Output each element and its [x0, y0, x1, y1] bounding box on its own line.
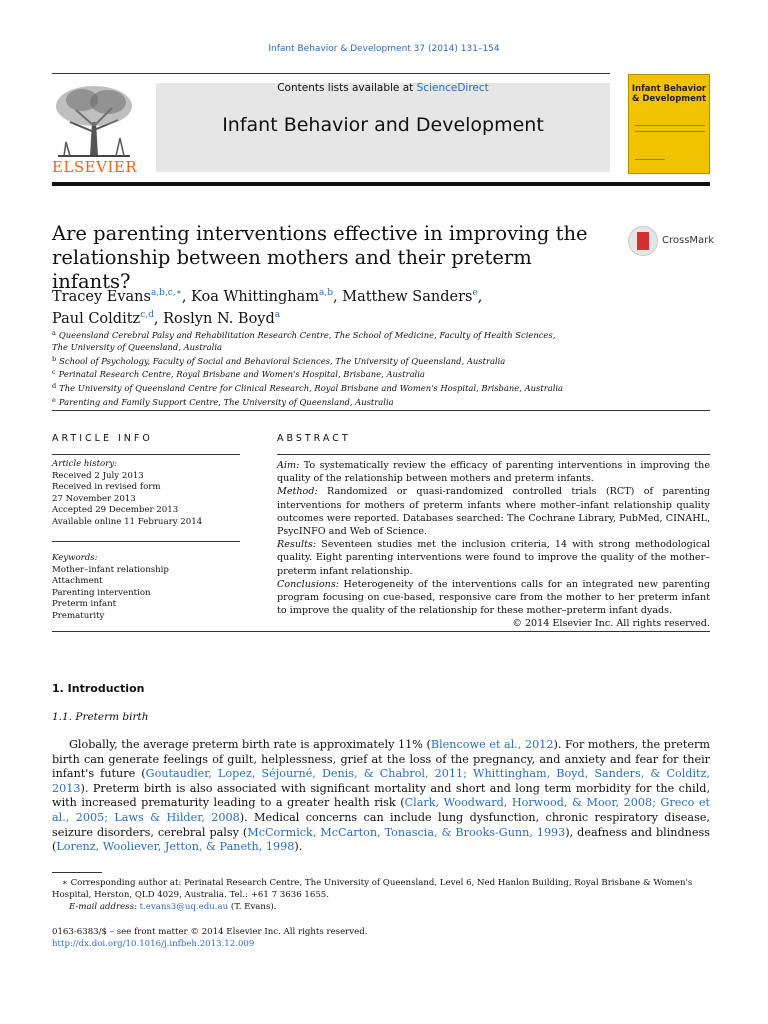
section-rule	[52, 410, 710, 411]
affiliation-text: Queensland Cerebral Palsy and Rehabilitation Research Centre, The School of Medicine, Faculty of Health Sciences,	[58, 330, 556, 340]
body-text: ). Medical concerns can include lung dysfunction, chronic respiratory disease, seizure disorders, cerebral palsy (	[52, 810, 710, 839]
header-bottom-rule	[52, 182, 710, 186]
abstract-bottom-rule	[52, 631, 710, 632]
journal-title: Infant Behavior and Development	[222, 114, 544, 136]
affiliation-line	[52, 381, 712, 395]
abstract-section-text: Randomized or quasi-randomized controlled trials (RCT) of parenting interventions for mothers of preterm infants where mother–infant relationship quality outcomes were reported. Databases searched: The Cochrane Library, PubMed, CINAHL, PsycINFO and Web of Science.	[277, 486, 710, 538]
author-separator: ,	[181, 289, 192, 305]
sciencedirect-link[interactable]: ScienceDirect	[416, 82, 489, 94]
citation-link[interactable]: Goutaudier, Lopez, Séjourné, Denis, & Chabrol, 2011; Whittingham, Boyd, Sanders, & Colditz, 2013	[52, 767, 710, 795]
author-name[interactable]: Matthew Sanders	[342, 289, 473, 305]
contents-prefix: Contents lists available at	[277, 82, 417, 94]
article-info-rule	[52, 454, 240, 455]
body-text: ), deafness and blindness (	[52, 825, 710, 854]
affiliation-line	[52, 367, 712, 381]
citation-link[interactable]: McCormick, McCarton, Tonascia, & Brooks-Gunn, 1993	[247, 825, 566, 839]
author-separator: ,	[477, 289, 483, 305]
email-line	[52, 902, 727, 912]
keyword-item[interactable]: Prematurity	[52, 610, 105, 621]
bookmark-icon	[637, 232, 649, 250]
affiliation-line	[52, 328, 712, 342]
affiliation-label: e	[52, 395, 56, 404]
crossmark-badge[interactable]	[628, 226, 715, 258]
publisher-wordmark: ELSEVIER	[52, 158, 138, 176]
contents-line	[156, 82, 610, 94]
cover-decoration	[635, 159, 665, 160]
issn-line: 0163-6383/$ – see front matter © 2014 Elsevier Inc. All rights reserved.	[52, 927, 368, 937]
affiliation-line	[52, 354, 712, 368]
history-item: 27 November 2013	[52, 493, 136, 504]
body-text: Globally, the average preterm birth rate is approximately 11% (	[69, 738, 431, 751]
article-title: Are parenting interventions effective in improving the relationship between mothers and their preterm infants?	[52, 222, 588, 293]
author-name[interactable]: Roslyn N. Boyd	[163, 311, 275, 327]
introduction-paragraph	[52, 738, 710, 855]
author-separator: ,	[333, 289, 343, 305]
issn-block	[52, 927, 367, 951]
citation-link[interactable]: Clark, Woodward, Horwood, & Moor, 2008; Greco et al., 2005; Laws & Hilder, 2008	[52, 796, 710, 824]
author-affiliation-marks[interactable]: c,d	[140, 310, 154, 320]
abstract-section-label: Method:	[277, 486, 318, 498]
body-text: ). Preterm birth is also associated with significant mortality and short and long term morbidity for the child, with increased prematurity leading to a greater health risk (	[52, 781, 710, 810]
abstract-heading: ABSTRACT	[277, 433, 351, 444]
author-name[interactable]: Tracey Evans	[52, 289, 151, 305]
author-name[interactable]: Koa Whittingham	[191, 289, 319, 305]
affiliation-text: School of Psychology, Faculty of Social and Behavioral Sciences, The University of Queensland, Australia	[59, 355, 506, 366]
abstract-section-label: Conclusions:	[277, 578, 340, 590]
abstract-section-text: Heterogeneity of the interventions calls for an integrated new parenting program focusing on cue-based, responsive care from the mother to her preterm infant to improve the quality of the relationship for these mother–preterm infant dyads.	[277, 578, 710, 617]
author-affiliation-marks[interactable]: a,b	[319, 288, 333, 298]
abstract-rule	[277, 454, 710, 455]
keyword-item[interactable]: Parenting intervention	[52, 587, 151, 598]
affiliation-text: The University of Queensland, Australia	[52, 341, 223, 352]
crossmark-label: CrossMark	[662, 235, 715, 246]
abstract-section	[277, 459, 710, 485]
abstract-section-label: Aim:	[277, 460, 300, 471]
article-info-divider	[52, 541, 240, 542]
journal-reference-link[interactable]: Infant Behavior & Development 37 (2014) 131–154	[268, 44, 500, 54]
journal-cover-thumbnail[interactable]	[628, 74, 710, 174]
affiliation-text: The University of Queensland Centre for Clinical Research, Royal Brisbane and Women's Hospital, Brisbane, Australia	[59, 383, 564, 394]
cover-decoration	[635, 131, 705, 132]
affiliation-label: a	[52, 329, 56, 337]
body-text: ). For mothers, the preterm birth can generate feelings of guilt, helplessness, grief at the loss of the pregnancy, and anxiety and fear for their infant's future (	[52, 738, 710, 781]
author-separator: ,	[153, 311, 164, 327]
abstract-section	[277, 538, 710, 578]
keyword-item[interactable]: Attachment	[52, 576, 103, 587]
footnote-rule	[52, 872, 102, 873]
keywords-heading: Keywords:	[52, 553, 98, 563]
abstract-section-text: To systematically review the efficacy of parenting interventions in improving the quality of the relationship between mothers and preterm infants.	[277, 460, 710, 485]
email-link[interactable]: t.evans3@uq.edu.au	[139, 902, 229, 912]
abstract-section-text: Seventeen studies met the inclusion criteria, 14 with strong methodological quality. Eight parenting interventions were found to improve the quality of the mother–preterm infant relationship.	[277, 539, 710, 577]
affiliation-line	[52, 395, 712, 409]
keywords-block	[52, 553, 242, 623]
author-affiliation-marks[interactable]: e	[472, 288, 478, 298]
email-suffix: (T. Evans).	[228, 902, 277, 912]
abstract-section	[277, 485, 710, 538]
history-item: Accepted 29 December 2013	[52, 505, 179, 516]
history-item: Available online 11 February 2014	[52, 516, 203, 527]
abstract-section-label: Results:	[277, 539, 317, 551]
affiliation-text: Perinatal Research Centre, Royal Brisbane and Women's Hospital, Brisbane, Australia	[58, 369, 425, 380]
header-top-rule	[52, 73, 610, 74]
history-item: Received 2 July 2013	[52, 470, 144, 481]
cover-decoration	[635, 125, 705, 126]
affiliation-line	[52, 342, 712, 354]
affiliation-label: c	[52, 368, 56, 377]
affiliation-label: b	[52, 354, 57, 363]
introduction-heading: 1. Introduction	[52, 682, 145, 695]
email-label: E-mail address:	[69, 902, 137, 912]
corresponding-author-note: ∗ Corresponding author at: Perinatal Research Centre, The University of Queensland, Level 6, Ned Hanlon Building, Royal Brisbane & Women's Hospital, Herston, QLD 4029, Australia. Tel.: +61 7 3636 1655.	[52, 878, 693, 900]
abstract-sections	[277, 459, 710, 617]
citation-link[interactable]: Blencowe et al., 2012	[430, 738, 554, 751]
affiliation-text: Parenting and Family Support Centre, The University of Queensland, Australia	[58, 396, 394, 407]
author-affiliation-marks[interactable]: a,b,c,∗	[150, 288, 182, 298]
keyword-list	[52, 565, 242, 623]
author-affiliation-marks[interactable]: a	[274, 310, 281, 320]
history-item: Received in revised form	[52, 482, 161, 493]
citation-link[interactable]: Lorenz, Wooliever, Jetton, & Paneth, 1998	[56, 840, 295, 854]
abstract-body	[277, 459, 710, 631]
author-list	[52, 284, 652, 328]
preterm-birth-subheading: 1.1. Preterm birth	[52, 711, 149, 723]
author-name[interactable]: Paul Colditz	[52, 311, 141, 327]
history-list	[52, 471, 242, 529]
doi-link[interactable]: http://dx.doi.org/10.1016/j.infbeh.2013.12.009	[52, 938, 255, 949]
affiliation-label: d	[52, 382, 57, 391]
keyword-item[interactable]: Preterm infant	[52, 599, 117, 610]
body-text: ).	[294, 840, 303, 854]
article-info-heading: ARTICLE INFO	[52, 433, 153, 444]
history-heading: Article history:	[52, 459, 118, 469]
affiliations	[52, 328, 712, 409]
cover-title: Infant Behavior & Development	[631, 84, 707, 104]
copyright-line: © 2014 Elsevier Inc. All rights reserved.	[512, 618, 710, 630]
abstract-section	[277, 578, 710, 618]
keyword-item[interactable]: Mother–infant relationship	[52, 564, 169, 575]
article-history	[52, 459, 242, 529]
